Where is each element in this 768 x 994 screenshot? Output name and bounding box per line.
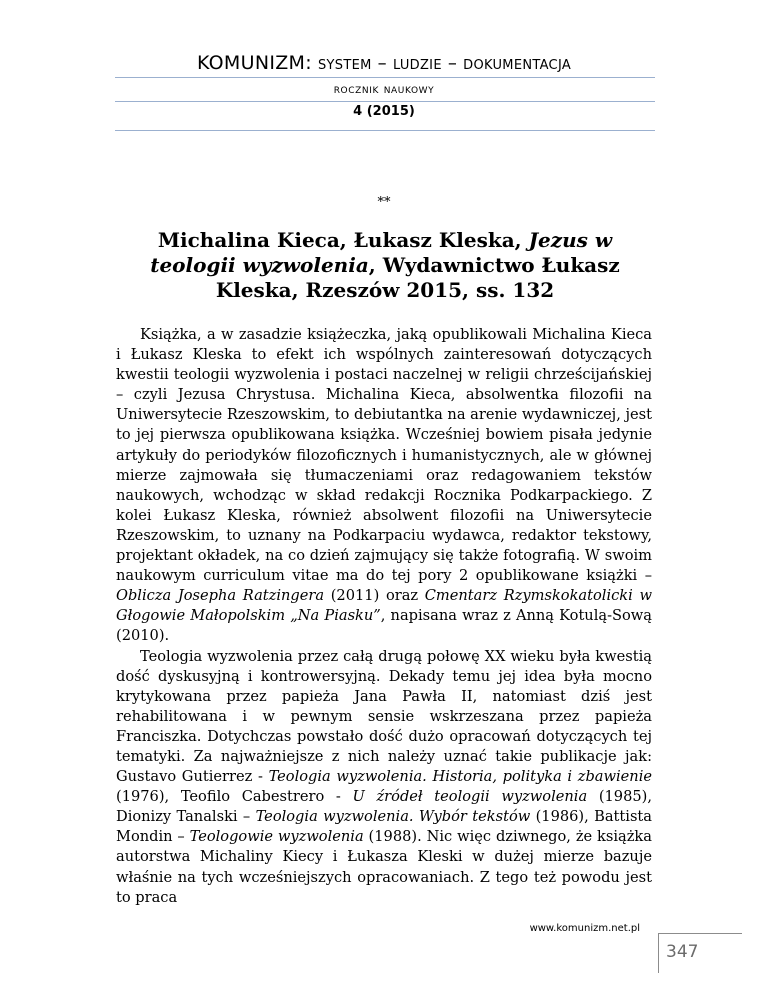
header-rule-top <box>115 77 655 78</box>
header-rule-middle <box>115 101 655 102</box>
journal-title-main: KOMUNIZM: <box>196 52 312 74</box>
issue-number: 4 (2015) <box>353 104 415 119</box>
text-run: (1988). Nic więc dziwnego, że książka autorstwa Michaliny Kiecy i Łukasza Kleski w dużej mierze bazuje właśnie na tych wcześniejszych opracowaniach. Z tego też powodu jest to praca <box>116 828 652 906</box>
text-run: Książka, a w zasadzie książeczka, jaką opublikowali Michalina Kieca i Łukasz Kleska to efekt ich wspólnych zainteresowań dotyczących kwestii teologii wyzwolenia i postaci naczelnej w religii chrześcijańskiej – czyli Jezusa Chrystusa. Michalina Kieca, absolwentka filozofii na Uniwersytecie Rzeszowskim, to debiutantka na arenie wydawniczej, jest to jej pierwsza opublikowana książka. Wcześniej bowiem pisała jedynie artykuły do periodyków filozoficznych i humanistycznych, ale w głównej mierze zajmowała się tłumaczeniami oraz redagowaniem tekstów naukowych, wchodząc w skład redakcji Rocznika Podkarpackiego. Z kolei Łukasz Kleska, również absolwent filozofii na Uniwersytecie Rzeszowskim, to uznany na Podkarpaciu wydawca, redaktor tekstowy, projektant okładek, na co dzień zajmujący się także fotografią. W swoim naukowym curriculum vitae ma do tej pory 2 opublikowane książki – <box>116 326 652 585</box>
header-rule-bottom <box>115 130 655 131</box>
review-title-publisher: , Wydawnictwo Łukasz Kleska, Rzeszów 2015, ss. 132 <box>215 253 620 302</box>
journal-title-sub: system – ludzie – dokumentacja <box>318 53 572 74</box>
text-run: , napisana wraz z Anną Kotulą-Sową (2010). <box>116 607 652 645</box>
cited-title: Cmentarz Rzymskokatolicki w Głogowie Małopolskim „Na Piasku” <box>116 587 652 625</box>
footer-url: www.komunizm.net.pl <box>529 923 640 934</box>
paragraph-1 <box>116 325 652 647</box>
text-run: Teologia wyzwolenia przez całą drugą połowę XX wieku była kwestią dość dyskusyjną i kontrowersyjną. Dekady temu jej idea była mocno krytykowana przez papieża Jana Pawła II, natomiast dziś jest rehabilitowana i w pewnym sensie wskrzeszana przez papieża Franciszka. Dotychczas powstało dość dużo opracowań dotyczących tej tematyki. Za najważniejsze z nich należy uznać takie publikacje jak: Gustavo Gutierrez - <box>116 647 652 786</box>
journal-title <box>0 52 768 74</box>
text-run: (1985), Dionizy Tanalski – <box>116 788 652 826</box>
paragraph-2 <box>116 647 652 908</box>
page-number-box-line <box>722 933 742 934</box>
cited-title: Oblicza Josepha Ratzingera <box>116 587 325 605</box>
text-run: (1986), Battista Mondin – <box>116 808 652 846</box>
cited-title: Teologia wyzwolenia. Wybór tekstów <box>255 808 531 826</box>
review-body <box>116 325 652 908</box>
review-title-book: Jezus w teologii wyzwolenia <box>150 228 613 277</box>
text-run: (1976), Teofilo Cabestrero - <box>116 788 353 806</box>
cited-title: Teologia wyzwolenia. Historia, polityka i zbawienie <box>268 768 652 786</box>
text-run: (2011) oraz <box>324 587 425 605</box>
journal-subtitle: rocznik naukowy <box>333 82 435 97</box>
review-title <box>120 228 650 303</box>
cited-title: Teologowie wyzwolenia <box>189 828 364 846</box>
section-separator: ** <box>377 195 391 210</box>
page-number: 347 <box>666 942 699 962</box>
cited-title: U źródeł teologii wyzwolenia <box>352 788 588 806</box>
review-title-authors: Michalina Kieca, Łukasz Kleska, <box>157 228 529 252</box>
